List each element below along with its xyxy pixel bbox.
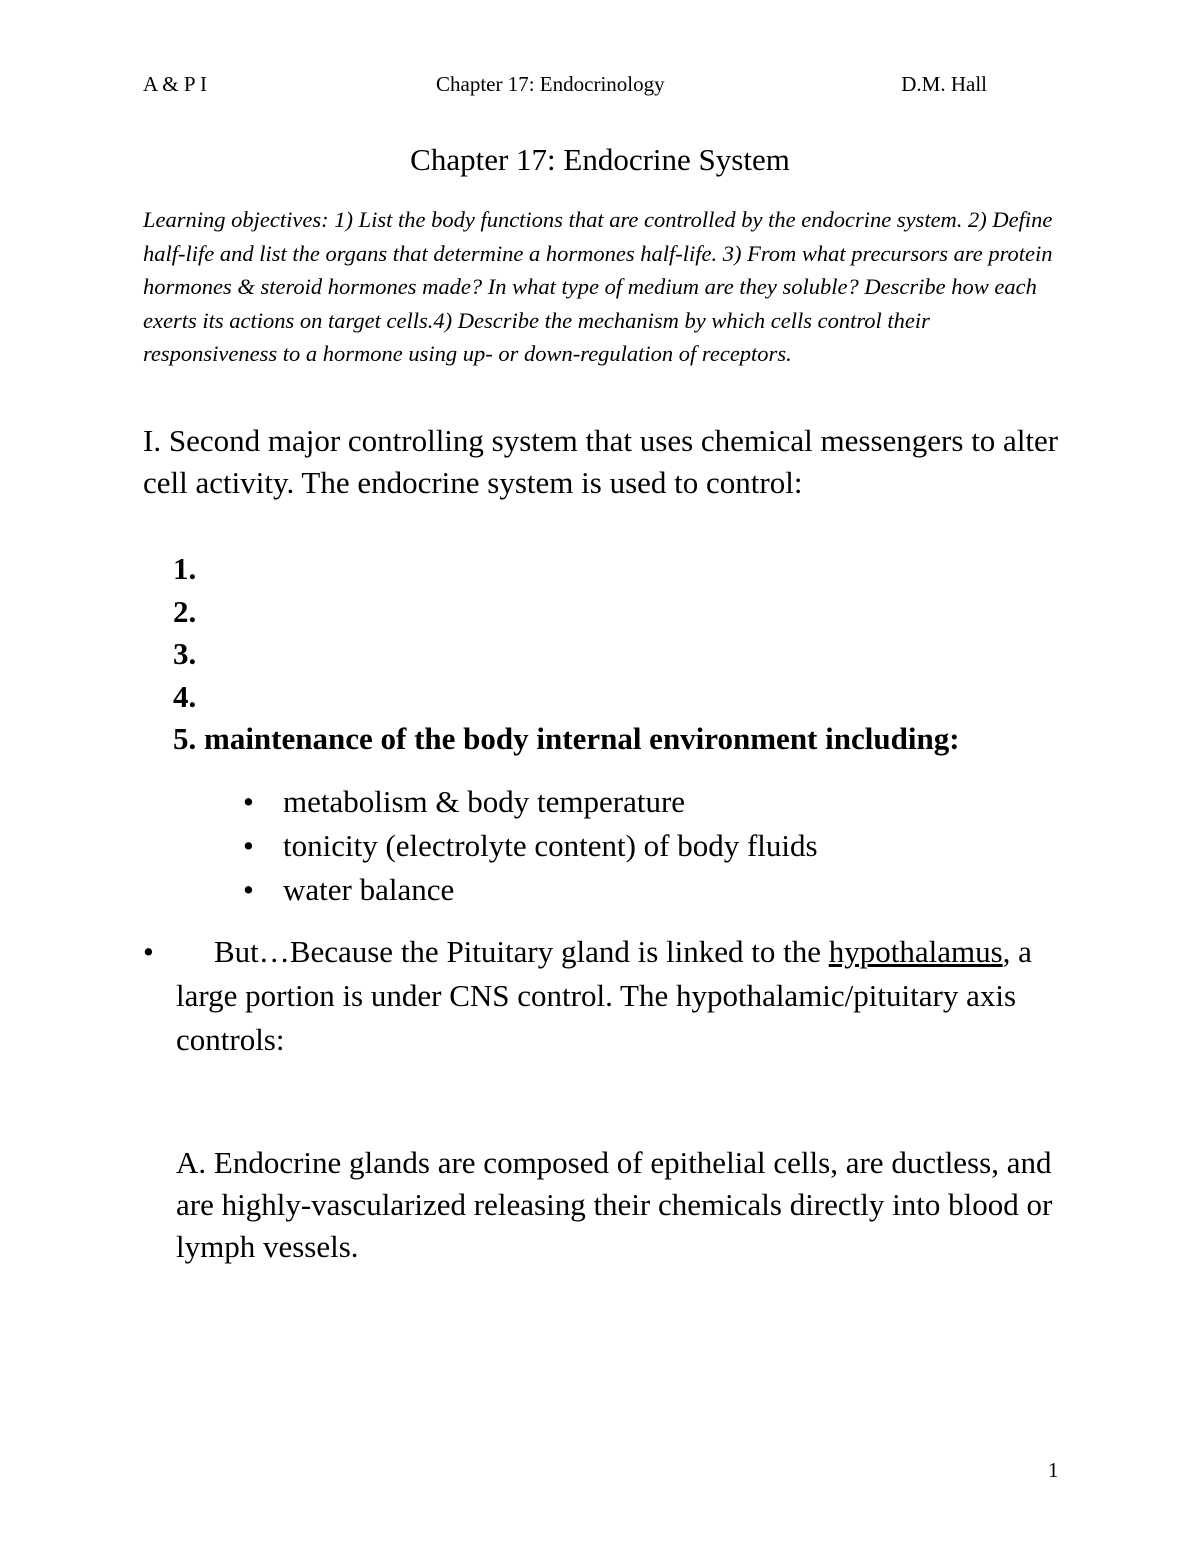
bullet-icon: • <box>243 872 254 907</box>
controlled-functions-list <box>173 548 1093 761</box>
page-title: Chapter 17: Endocrine System <box>410 142 790 177</box>
hypothalamus-term: hypothalamus <box>828 934 1003 969</box>
header-chapter: Chapter 17: Endocrinology <box>436 72 665 96</box>
list-item: 2. <box>173 593 197 629</box>
pituitary-note-rest: , a large portion is under CNS control. The hypothalamic/pituitary axis controls: <box>176 934 1032 1057</box>
list-item-text: metabolism & body temperature <box>283 784 686 819</box>
list-item <box>243 868 1123 912</box>
section-a-text: A. Endocrine glands are composed of epithelial cells, are ductless, and are highly-vascularized releasing their chemicals directly into blood or lymph vessels. <box>176 1145 1053 1264</box>
list-item <box>243 824 1123 868</box>
list-item-text: tonicity (electrolyte content) of body fluids <box>283 828 818 863</box>
bullet-icon: • <box>243 828 254 863</box>
list-item <box>243 780 1123 824</box>
pituitary-note-lead: But…Because the Pituitary gland is linked to the <box>214 934 821 969</box>
header-course: A & P I <box>143 72 207 96</box>
bullet-icon: • <box>243 784 254 819</box>
internal-environment-list <box>243 780 1123 912</box>
list-item: 1. <box>173 551 197 586</box>
bullet-icon: • <box>143 934 154 969</box>
list-item: 5. maintenance of the body internal environment including: <box>173 721 960 756</box>
section-i-intro: I. Second major controlling system that uses chemical messengers to alter cell activity. The endocrine system is used to control: <box>143 423 1059 500</box>
pituitary-note-text <box>176 930 1076 1062</box>
page-number: 1 <box>1048 1458 1059 1482</box>
header-author: D.M. Hall <box>901 72 987 96</box>
running-header <box>143 72 993 98</box>
list-item-text: water balance <box>283 872 455 907</box>
learning-objectives: Learning objectives: 1) List the body functions that are controlled by the endocrine system. 2) Define half-life and list the organs that determine a hormones half-life. 3) From what precursors are protein hormones & steroid hormones made? In what type of medium are they soluble? Describe how each exerts its actions on target cells.4) Describe the mechanism by which cells control their responsiveness to a hormone using up- or down-regulation of receptors. <box>143 207 1053 366</box>
list-item: 4. <box>173 678 197 714</box>
list-item: 3. <box>173 636 197 671</box>
